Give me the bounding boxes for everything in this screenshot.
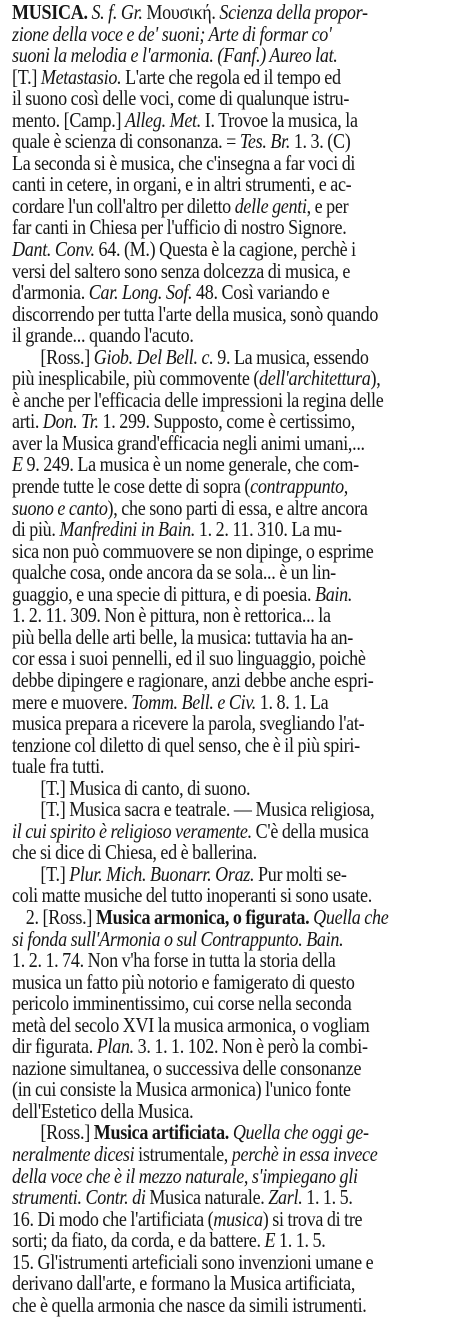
- italic-text: Quella che oggi ge-: [229, 1120, 369, 1145]
- body-text: sorti; da fiato, da corda, e da battere.: [12, 1228, 265, 1253]
- italic-text: Manfredini in Bain.: [59, 517, 196, 542]
- entry-line: [12, 1055, 396, 1080]
- italic-text: zione della voce e de' suoni; Arte di formar co': [12, 21, 332, 46]
- body-text: istrumentale,: [134, 1141, 232, 1166]
- entry-line: [12, 45, 396, 67]
- body-text: , e per: [306, 193, 349, 218]
- body-text: Musica naturale.: [145, 1185, 269, 1210]
- italic-text: Giob. Del Bell. c.: [93, 344, 214, 369]
- body-text: guaggio, e una specie di pittura, e di poesia.: [12, 581, 315, 606]
- body-text: far canti in Chiesa per l'ufficio di nostro Signore.: [12, 215, 347, 240]
- body-text: ), che sono parti di essa, e altre ancora: [107, 495, 368, 520]
- body-text: debbe dipingere e ragionare, anzi debbe anche espri-: [12, 667, 374, 692]
- entry-line: [12, 107, 396, 132]
- italic-text: Zarl.: [268, 1185, 303, 1210]
- body-text: [T.]: [40, 861, 70, 886]
- body-text: il suono così delle voci, come di qualunque istru-: [12, 86, 350, 111]
- body-text: aver la Musica grand'efficacia negli animi umani,...: [12, 430, 365, 455]
- entry-line: [12, 818, 396, 843]
- body-text: mere e muovere.: [12, 689, 132, 714]
- entry-line: [12, 1079, 396, 1101]
- entry-line: [12, 1036, 396, 1058]
- italic-text: Bain.: [314, 581, 353, 606]
- italic-text: Scienza della propor-: [219, 0, 368, 24]
- body-text: 3. 1. 1. 102. Non è però la combi-: [133, 1034, 368, 1059]
- entry-line: [12, 842, 396, 864]
- body-text: il grande... quando l'acuto.: [12, 323, 194, 348]
- body-text: 15. Gl'istrumenti arteficiali sono invenzioni umane e: [12, 1249, 374, 1274]
- entry-line: [12, 174, 396, 196]
- entry-line: [12, 1141, 396, 1166]
- entry-line: [12, 1273, 396, 1295]
- entry-line: [12, 713, 396, 735]
- entry-line: [12, 519, 396, 541]
- entry-line: [12, 411, 396, 433]
- entry-line: [12, 861, 396, 886]
- italic-text: musica: [213, 1206, 263, 1231]
- italic-text: Don. Tr.: [42, 409, 99, 434]
- body-text: sica non può commuovere se non dipinge, o esprime: [12, 538, 374, 563]
- entry-line: [12, 667, 396, 692]
- body-text: [Ross.]: [40, 1120, 94, 1145]
- entry-line: [12, 1012, 396, 1037]
- body-text: [T.] Musica di canto, di suono.: [40, 775, 251, 800]
- entry-line: [12, 88, 396, 110]
- body-text: che è quella armonia che nasce da simili istrumenti.: [12, 1292, 367, 1317]
- italic-text: Tomm. Bell. e Civ.: [131, 689, 256, 714]
- body-text: dell'Estetico della Musica.: [12, 1098, 194, 1123]
- italic-text: perchè in essa invece: [231, 1141, 378, 1166]
- body-text: 2. [Ross.]: [25, 904, 96, 929]
- body-text: discorrendo per tutta l'arte della musica, sonò quando: [12, 301, 379, 326]
- body-text: 16. Di modo che l'artificiata (: [12, 1206, 214, 1231]
- entry-line: [12, 495, 396, 520]
- italic-text: S. f. Gr.: [87, 0, 147, 24]
- italic-text: E: [12, 452, 23, 477]
- body-text: I. Trovoe la musica, la: [200, 107, 358, 132]
- italic-text: neralmente dicesi: [12, 1141, 135, 1166]
- entry-line: [12, 1187, 396, 1209]
- entry-line: [12, 624, 396, 649]
- body-text: qualche cosa, onde ancora da se sola... è un lin-: [12, 560, 336, 585]
- body-text: musica un fatto più notorio e famigerato di questo: [12, 969, 355, 994]
- entry-line: [12, 689, 396, 714]
- body-text: dir figurata.: [12, 1034, 97, 1059]
- entry-line: [12, 538, 396, 563]
- body-text: La seconda si è musica, che c'insegna a far voci di: [12, 150, 356, 175]
- entry-line: [12, 64, 396, 89]
- body-text: di più.: [12, 517, 60, 542]
- italic-text: Tes. Br.: [239, 129, 291, 154]
- body-text: tenzione col diletto di quel senso, che è il più spiri-: [12, 732, 360, 757]
- entry-line: [12, 1249, 396, 1274]
- body-text: mento. [Camp.]: [12, 107, 125, 132]
- entry-line: [12, 476, 396, 498]
- body-text: [T.]: [12, 64, 41, 89]
- italic-text: Car. Long. Sof.: [88, 280, 193, 305]
- body-text: ) si trova di tre: [262, 1206, 363, 1231]
- entry-line: [12, 950, 396, 972]
- body-text: coli matte musiche del tutto inoperanti si sono usate.: [12, 883, 372, 908]
- entry-line: [12, 926, 396, 951]
- entry-line: [12, 1292, 396, 1317]
- entry-line: [12, 1206, 396, 1231]
- entry-line: [12, 1098, 396, 1123]
- entry-line: [12, 969, 396, 994]
- italic-text: Alleg. Met.: [124, 107, 201, 132]
- body-text: metà del secolo XVI la musica armonica, o vogliam: [12, 1012, 370, 1037]
- entry-line: [12, 239, 396, 261]
- entry-line: [12, 732, 396, 757]
- italic-text: Dant. Conv.: [12, 237, 95, 262]
- italic-text: strumenti. Contr. di: [12, 1185, 146, 1210]
- italic-text: E: [264, 1228, 276, 1253]
- body-text: (in cui consiste la Musica armonica) l'unico fonte: [12, 1077, 351, 1102]
- body-text: 48. Così variando e: [192, 280, 330, 305]
- entry-line: [12, 454, 396, 476]
- body-text: Μουσική.: [146, 0, 220, 24]
- italic-text: suoni la melodia e l'armonia. (Fanf.) Aureo lat.: [12, 43, 338, 68]
- entry-line: [12, 581, 396, 606]
- body-text: 1. 3. (C): [290, 129, 351, 154]
- body-text: più bella delle arti belle, la musica: tuttavia ha an-: [12, 624, 353, 649]
- italic-text: Quella che: [309, 904, 389, 929]
- italic-text: Metastasio.: [40, 64, 122, 89]
- italic-text: delle genti: [234, 193, 307, 218]
- body-text: che si dice di Chiesa, ed è ballerina.: [12, 840, 257, 865]
- body-text: pericolo imminentissimo, cui corse nella seconda: [12, 991, 352, 1016]
- body-text: 1. 8. 1. La: [255, 689, 329, 714]
- body-text: musica prepara a ricevere la parola, svegliando l'at-: [12, 711, 365, 736]
- entry-line: [12, 258, 396, 283]
- entry-line: [12, 150, 396, 175]
- body-text: cor essa i suoi pennelli, ed il suo linguaggio, poichè: [12, 646, 366, 671]
- body-text: Pur molti se-: [254, 861, 347, 886]
- entry-line: [12, 775, 396, 800]
- entry-line: [12, 799, 396, 821]
- body-text: [Ross.]: [40, 344, 94, 369]
- entry-line: [12, 562, 396, 584]
- body-text: canti in cetere, in organi, e in altri strumenti, e ac-: [12, 172, 352, 197]
- body-text: 1. 2. 11. 310. La mu-: [195, 517, 342, 542]
- body-text: 1. 2. 11. 309. Non è pittura, non è rettorica... la: [12, 603, 331, 628]
- entry-line: [12, 904, 396, 929]
- italic-text: contrappunto,: [250, 474, 349, 499]
- entry-line: [12, 605, 396, 627]
- body-text: cordare l'un coll'altro per diletto: [12, 193, 235, 218]
- italic-text: si fonda sull'Armonia o sul Contrappunto. Bain.: [12, 926, 344, 951]
- body-text: più inesplicabile, più commovente (: [12, 366, 260, 391]
- body-text: L'arte che regola ed il tempo ed: [121, 64, 341, 89]
- italic-text: Plur. Mich. Buonarr. Oraz.: [69, 861, 255, 886]
- entry-line: [12, 993, 396, 1015]
- italic-text: Plan.: [96, 1034, 134, 1059]
- entry-line: [12, 1163, 396, 1188]
- entry-line: [12, 1122, 396, 1144]
- body-text: 9. 249. La musica è un nome generale, che com-: [22, 452, 359, 477]
- entry-line: [12, 21, 396, 46]
- entry-line: [12, 131, 396, 153]
- entry-line: [12, 648, 396, 670]
- body-text: 64. (M.) Questa è la cagione, perchè i: [94, 237, 356, 262]
- body-text: 1. 1. 5.: [275, 1228, 326, 1253]
- entry-line: [12, 301, 396, 326]
- body-text: d'armonia.: [12, 280, 89, 305]
- entry-line: [12, 2, 396, 24]
- entry-line: [12, 368, 396, 390]
- entry-line: [12, 885, 396, 907]
- dictionary-entry-musica: [12, 2, 458, 1316]
- entry-line: [12, 325, 396, 347]
- body-text: ),: [370, 366, 381, 391]
- entry-line: [12, 217, 396, 239]
- entry-line: [12, 430, 396, 455]
- entry-line: [12, 344, 396, 369]
- body-text: prende tutte le cose dette di sopra (: [12, 474, 251, 499]
- body-text: C'è della musica: [251, 818, 369, 843]
- headword-text: Musica armonica, o figurata.: [95, 904, 310, 929]
- entry-line: [12, 193, 396, 218]
- headword-text: MUSICA.: [12, 0, 88, 24]
- entry-line: [12, 756, 396, 778]
- body-text: derivano dall'arte, e formano la Musica artificiata,: [12, 1271, 356, 1296]
- italic-text: il cui spirito è religioso veramente.: [12, 818, 252, 843]
- body-text: è anche per l'efficacia delle impressioni la regina delle: [12, 387, 384, 412]
- italic-text: dell'architettura: [259, 366, 371, 391]
- headword-text: Musica artificiata.: [93, 1120, 230, 1145]
- entry-line: [12, 282, 396, 304]
- body-text: versi del saltero sono senza dolcezza di musica, e: [12, 258, 351, 283]
- body-text: tuale fra tutti.: [12, 754, 105, 779]
- italic-text: della voce che è il mezzo naturale, s'impiegano gli: [12, 1163, 358, 1188]
- body-text: 1. 2. 1. 74. Non v'ha forse in tutta la storia della: [12, 948, 336, 973]
- body-text: arti.: [12, 409, 43, 434]
- body-text: nazione simultanea, o successiva delle consonanze: [12, 1055, 362, 1080]
- entry-line: [12, 1230, 396, 1252]
- italic-text: suono e canto: [12, 495, 108, 520]
- body-text: 1. 1. 5.: [302, 1185, 353, 1210]
- entry-line: [12, 387, 396, 412]
- body-text: quale è scienza di consonanza. =: [12, 129, 240, 154]
- body-text: 9. La musica, essendo: [213, 344, 369, 369]
- body-text: 1. 299. Supposto, come è certissimo,: [98, 409, 355, 434]
- body-text: [T.] Musica sacra e teatrale. — Musica religiosa,: [40, 797, 375, 822]
